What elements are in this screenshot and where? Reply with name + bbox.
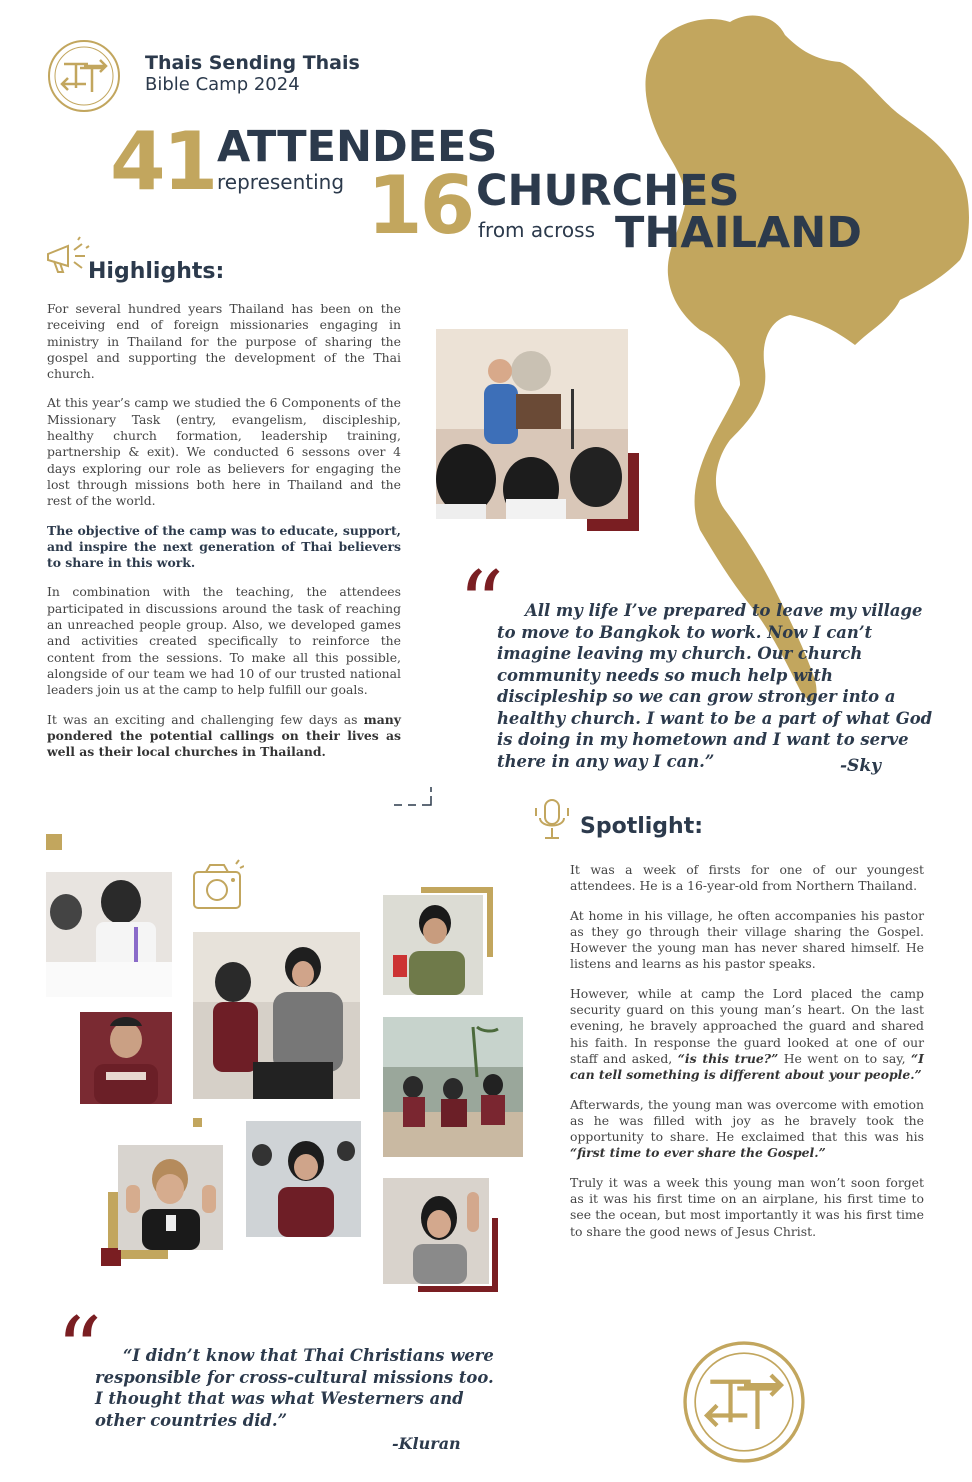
spotlight-p3 [570, 986, 924, 1084]
spotlight-p5: Truly it was a week this young man won’t soon forget as it was his first time on an airplane, his first time to see the ocean, but most importantly it was his first time to share the good news of Jesus Christ. [570, 1174, 924, 1239]
quote1-author: -Sky [840, 756, 881, 776]
photo-cheering-girl [383, 1178, 489, 1284]
brand-subtitle: Bible Camp 2024 [145, 74, 300, 95]
highlights-p5-bold: many pondered the potential callings on their lives as well as their local churches in Thailand. [47, 711, 401, 760]
highlights-p1: For several hundred years Thailand has been on the receiving end of foreign missionaries engaging in ministry in Thailand for the purpose of sharing the gospel and supporting the development of the Thai church. [47, 301, 401, 382]
microphone-icon [532, 796, 572, 844]
quote-mark-2: “ [56, 1298, 103, 1403]
quote-mark-1: “ [458, 552, 505, 657]
spotlight-p2: At home in his village, he often accompanies his pastor as they go through their village sharing the Gospel. However the young man has never shared himself. He listens and learns as his pastor speaks. [570, 907, 924, 972]
spotlight-p3-b: He went on to say, [783, 1050, 906, 1066]
photo-excited-boy [118, 1145, 223, 1250]
spotlight-p3-q2: “I can tell something is different about your people.” [570, 1050, 924, 1083]
photo-classroom-girl [246, 1121, 361, 1237]
highlights-p5 [47, 712, 401, 761]
quote1-text: All my life I’ve prepared to leave my village to move to Bangkok to work. Now I can’t imagine leaving my church. Our church community needs so much help with discipleship so we can grow stronger into a healthy church. I want to be a part of what God is doing in my hometown and I want to serve there in any way I can.” [497, 601, 933, 771]
quote2-author: -Kluran [392, 1434, 461, 1453]
churches-label: CHURCHES [476, 166, 740, 216]
deco-square-gold-1 [46, 834, 62, 850]
spotlight-p1: It was a week of firsts for one of our youngest attendees. He is a 16-year-old from Northern Thailand. [570, 862, 924, 894]
spotlight-body [570, 862, 924, 1253]
photo-beach-game [383, 1017, 523, 1157]
megaphone-icon [44, 236, 90, 276]
photo-speaker [436, 329, 628, 519]
spotlight-p3-a: However, while at camp the Lord placed the camp security guard on this young man’s heart. On the last evening, he bravely approached the guard and shared his faith. In response the guard looked at one of our staff and asked, [570, 985, 924, 1066]
from-across-text: from across [478, 218, 596, 242]
photo-accent-maroon-2 [101, 1248, 121, 1266]
quote2-text: “I didn’t know that Thai Christians were responsible for cross-cultural missions too. I thought that was what Westerners and other countries did.” [95, 1346, 494, 1430]
corner-dashes [390, 786, 436, 808]
deco-square-gold-2 [193, 1118, 202, 1127]
highlights-p4: In combination with the teaching, the attendees participated in discussions around the task of reaching an unreached people group. Also, we developed games and activities created specifically to reinforce the content from the sessions. To make all this possible, alongside of our team we had 10 of our trusted national leaders join us at the camp to help fulfill our goals. [47, 584, 401, 698]
churches-number: 16 [367, 159, 473, 252]
logo-emblem [46, 38, 122, 114]
logo-emblem-bottom [680, 1338, 808, 1466]
photo-girls-laughing [193, 932, 360, 1099]
spotlight-p3-q1: “is this true?” [677, 1050, 779, 1066]
spotlight-p4-a: Afterwards, the young man was overcome with emotion as he was filled with joy as he bravely took the opportunity to share. He exclaimed that this was his [570, 1096, 924, 1145]
photo-smiling-man [80, 1012, 172, 1104]
brand-title: Thais Sending Thais [145, 52, 360, 74]
highlights-p5-start: It was an exciting and challenging few days as [47, 711, 358, 727]
attendees-number: 41 [110, 115, 216, 208]
highlights-heading: Highlights: [88, 259, 225, 284]
representing-text: representing [217, 170, 345, 194]
attendees-label: ATTENDEES [217, 122, 498, 172]
spotlight-p4-q: “first time to ever share the Gospel.” [570, 1145, 826, 1161]
country-label: THAILAND [615, 208, 862, 258]
spotlight-p4 [570, 1097, 924, 1162]
photo-boy-smiling [383, 895, 483, 995]
spotlight-heading: Spotlight: [580, 814, 704, 839]
highlights-p2: At this year’s camp we studied the 6 Components of the Missionary Task (entry, evangelism, discipleship, healthy church formation, leadership training, partnership & exit). We conducted 6 sessons over 4 days exploring our role as believers for engaging the lost through missions both here in Thailand and the rest of the world. [47, 395, 401, 509]
camera-icon [192, 858, 244, 912]
highlights-p3: The objective of the camp was to educate, support, and inspire the next generation of Thai believers to share in this work. [47, 522, 401, 571]
photo-student-writing [46, 872, 172, 997]
highlights-body [47, 301, 401, 773]
